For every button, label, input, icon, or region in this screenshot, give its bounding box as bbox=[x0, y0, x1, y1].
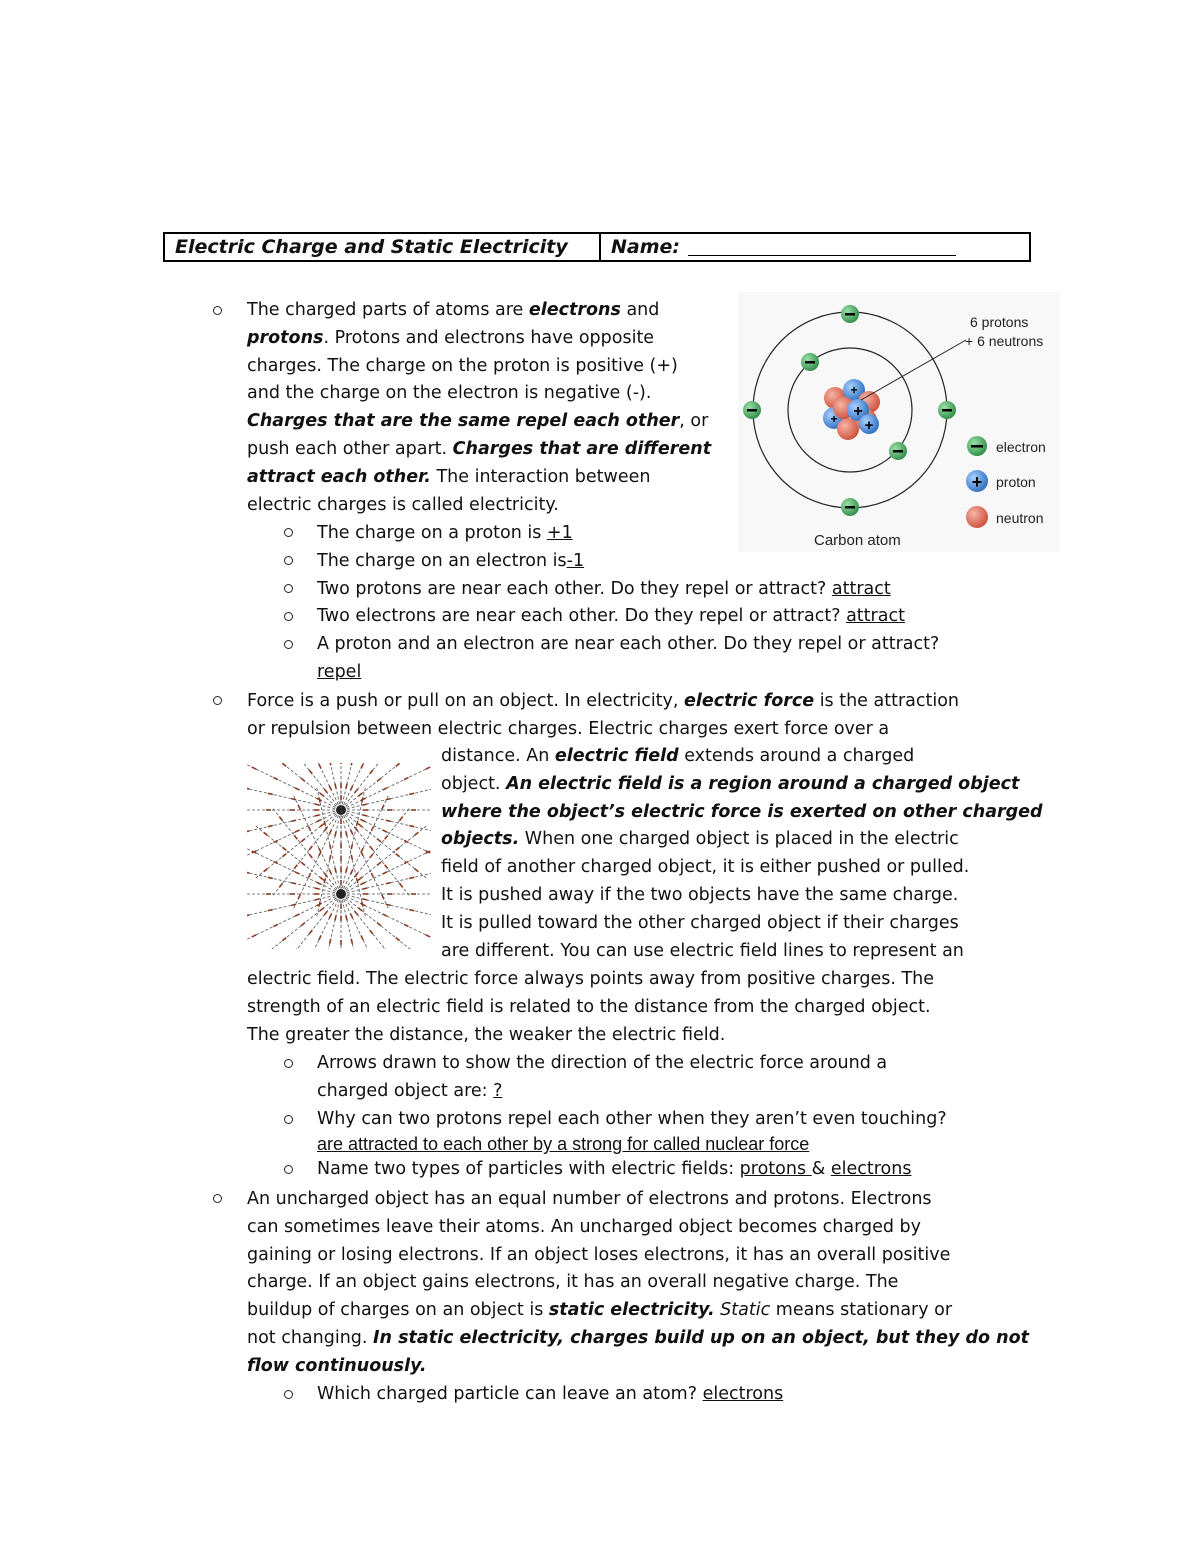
section2-paragraph-bottom bbox=[247, 966, 934, 1049]
term-electric-field: electric field bbox=[554, 746, 679, 766]
text: are different. You can use electric field lines to represent an bbox=[441, 940, 964, 961]
text: distance. An bbox=[441, 746, 555, 766]
text: can sometimes leave their atoms. An uncharged object becomes charged by bbox=[247, 1216, 922, 1237]
text: buildup of charges on an object is bbox=[247, 1300, 549, 1321]
bullet-icon bbox=[213, 696, 222, 705]
charge-point bbox=[336, 889, 346, 899]
worksheet-title: Electric Charge and Static Electricity bbox=[165, 234, 601, 260]
legend-electron-label: electron bbox=[996, 439, 1046, 455]
question-particles-fields bbox=[317, 1156, 947, 1184]
answer-text[interactable]: ? bbox=[493, 1080, 503, 1101]
definition-static-electricity: In static electricity, charges build up on an object, but they do not bbox=[373, 1327, 1029, 1348]
atom-caption: Carbon atom bbox=[814, 532, 901, 549]
definition-electric-field-cont: where the object’s electric force is exerted on other charged bbox=[441, 801, 1043, 822]
text: or repulsion between electric charges. Electric charges exert force over a bbox=[247, 718, 890, 739]
question-leave-atom bbox=[317, 1381, 783, 1409]
answer-text[interactable]: repel bbox=[317, 661, 362, 682]
question-text: charged object are: bbox=[317, 1080, 494, 1101]
section3-paragraph bbox=[247, 1186, 1029, 1381]
text: An uncharged object has an equal number of electrons and protons. Electrons bbox=[247, 1189, 932, 1209]
svg-text:+: + bbox=[830, 412, 838, 426]
term-static-electricity: static electricity. bbox=[548, 1300, 715, 1321]
text: The charged parts of atoms are bbox=[247, 300, 529, 320]
legend-proton-label: proton bbox=[996, 474, 1036, 490]
text: Force is a push or pull on an object. In electricity, bbox=[247, 691, 685, 711]
bullet-icon bbox=[284, 1165, 293, 1174]
question-text: The charge on an electron is bbox=[317, 550, 567, 571]
ampersand: & bbox=[811, 1159, 831, 1180]
term-static: Static bbox=[720, 1300, 771, 1321]
section2-paragraph-top bbox=[247, 688, 959, 744]
question-arrows bbox=[317, 1050, 947, 1078]
answer-text-protons[interactable]: protons bbox=[739, 1159, 812, 1180]
section1-paragraph bbox=[247, 297, 711, 519]
question-text: Arrows drawn to show the direction of the electric force around a bbox=[317, 1053, 888, 1073]
definition-static-electricity-end: flow continuously. bbox=[247, 1355, 427, 1376]
svg-text:+: + bbox=[853, 403, 863, 420]
text: charge. If an object gains electrons, it has an overall negative charge. The bbox=[247, 1272, 899, 1293]
nucleus-label-neutrons: + 6 neutrons bbox=[965, 333, 1044, 349]
legend-neutron-label: neutron bbox=[996, 510, 1044, 526]
bullet-icon bbox=[284, 640, 293, 649]
answer-text-electrons[interactable]: electrons bbox=[830, 1159, 912, 1180]
electric-field-lines-diagram bbox=[246, 762, 432, 950]
text: It is pulled toward the other charged object if their charges bbox=[441, 912, 959, 933]
term-electric-force: electric force bbox=[684, 691, 815, 711]
question-protons-repel bbox=[317, 1106, 947, 1134]
svg-text:+: + bbox=[850, 383, 858, 397]
svg-text:+: + bbox=[971, 472, 983, 492]
rule-same-repel: Charges that are the same repel each other bbox=[247, 411, 680, 432]
text: gaining or losing electrons. If an object loses electrons, it has an overall positive bbox=[247, 1244, 951, 1265]
text: electric field. The electric force always points away from positive charges. The bbox=[247, 969, 934, 989]
definition-electric-field-end: objects. bbox=[441, 829, 520, 850]
text: charges. The charge on the proton is positive (+) bbox=[247, 355, 678, 376]
answer-text[interactable]: are attracted to each other by a strong for called nuclear force bbox=[317, 1134, 810, 1155]
text: electric charges is called electricity. bbox=[247, 494, 559, 515]
neutron-legend-icon bbox=[966, 506, 988, 528]
carbon-atom-diagram bbox=[738, 292, 1060, 552]
nucleus-label-protons: 6 protons bbox=[970, 314, 1029, 330]
question-text: The charge on a proton is bbox=[317, 523, 547, 543]
question-text: Two protons are near each other. Do they repel or attract? bbox=[317, 578, 832, 599]
answer-text[interactable]: -1 bbox=[566, 550, 585, 571]
text: . Protons and electrons have opposite bbox=[323, 327, 655, 348]
section2-paragraph-wrap bbox=[441, 743, 1043, 965]
question-text: Two electrons are near each other. Do they repel or attract? bbox=[317, 606, 847, 627]
question-two-electrons bbox=[317, 603, 939, 631]
bullet-icon bbox=[284, 556, 293, 565]
svg-text:+: + bbox=[864, 417, 874, 434]
text: The interaction between bbox=[430, 466, 651, 487]
text: means stationary or bbox=[770, 1300, 953, 1321]
text: is the attraction bbox=[814, 691, 960, 711]
answer-text[interactable]: attract bbox=[831, 578, 891, 599]
section2-questions bbox=[317, 1050, 947, 1184]
field-background bbox=[246, 762, 432, 950]
bullet-icon bbox=[284, 528, 293, 537]
text: strength of an electric field is related to the distance from the charged object. bbox=[247, 996, 931, 1017]
text: When one charged object is placed in the electric bbox=[519, 829, 959, 850]
term-protons: protons bbox=[247, 327, 324, 348]
rule-different-attract-cont: attract each other. bbox=[247, 466, 431, 487]
question-two-protons bbox=[317, 576, 939, 604]
answer-text[interactable]: electrons bbox=[702, 1384, 784, 1404]
question-text: A proton and an electron are near each other. Do they repel or attract? bbox=[317, 634, 940, 655]
text: and bbox=[620, 300, 660, 320]
text: , or bbox=[679, 411, 709, 432]
question-text: Why can two protons repel each other when they aren’t even touching? bbox=[317, 1108, 947, 1129]
text: field of another charged object, it is either pushed or pulled. bbox=[441, 857, 970, 878]
question-text: Which charged particle can leave an atom? bbox=[317, 1384, 703, 1404]
name-label: Name: bbox=[611, 236, 681, 258]
text: object. bbox=[441, 773, 507, 794]
text: extends around a charged bbox=[678, 746, 915, 766]
text: The greater the distance, the weaker the electric field. bbox=[247, 1024, 726, 1045]
answer-text[interactable]: attract bbox=[846, 606, 905, 627]
bullet-icon bbox=[284, 612, 293, 621]
rule-different-attract: Charges that are different bbox=[452, 438, 712, 459]
text: push each other apart. bbox=[247, 438, 453, 459]
term-electrons: electrons bbox=[528, 300, 621, 320]
text: It is pushed away if the two objects have the same charge. bbox=[441, 884, 959, 905]
name-field[interactable] bbox=[601, 234, 1029, 260]
question-proton-electron bbox=[317, 631, 939, 659]
bullet-icon bbox=[213, 1194, 222, 1203]
bullet-icon bbox=[284, 584, 293, 593]
text: and the charge on the electron is negative (-). bbox=[247, 383, 652, 404]
question-text: Name two types of particles with electric fields: bbox=[317, 1159, 740, 1180]
atom-legend bbox=[966, 436, 1046, 528]
text: not changing. bbox=[247, 1327, 374, 1348]
section3-questions bbox=[317, 1381, 783, 1409]
bullet-icon bbox=[284, 1115, 293, 1124]
name-blank-line[interactable] bbox=[688, 238, 956, 256]
bullet-icon bbox=[213, 306, 222, 315]
answer-text[interactable]: +1 bbox=[546, 523, 573, 543]
bullet-icon bbox=[284, 1390, 293, 1399]
header-table bbox=[163, 232, 1031, 262]
bullet-icon bbox=[284, 1059, 293, 1068]
definition-electric-field: An electric field is a region around a charged object bbox=[506, 773, 1020, 794]
